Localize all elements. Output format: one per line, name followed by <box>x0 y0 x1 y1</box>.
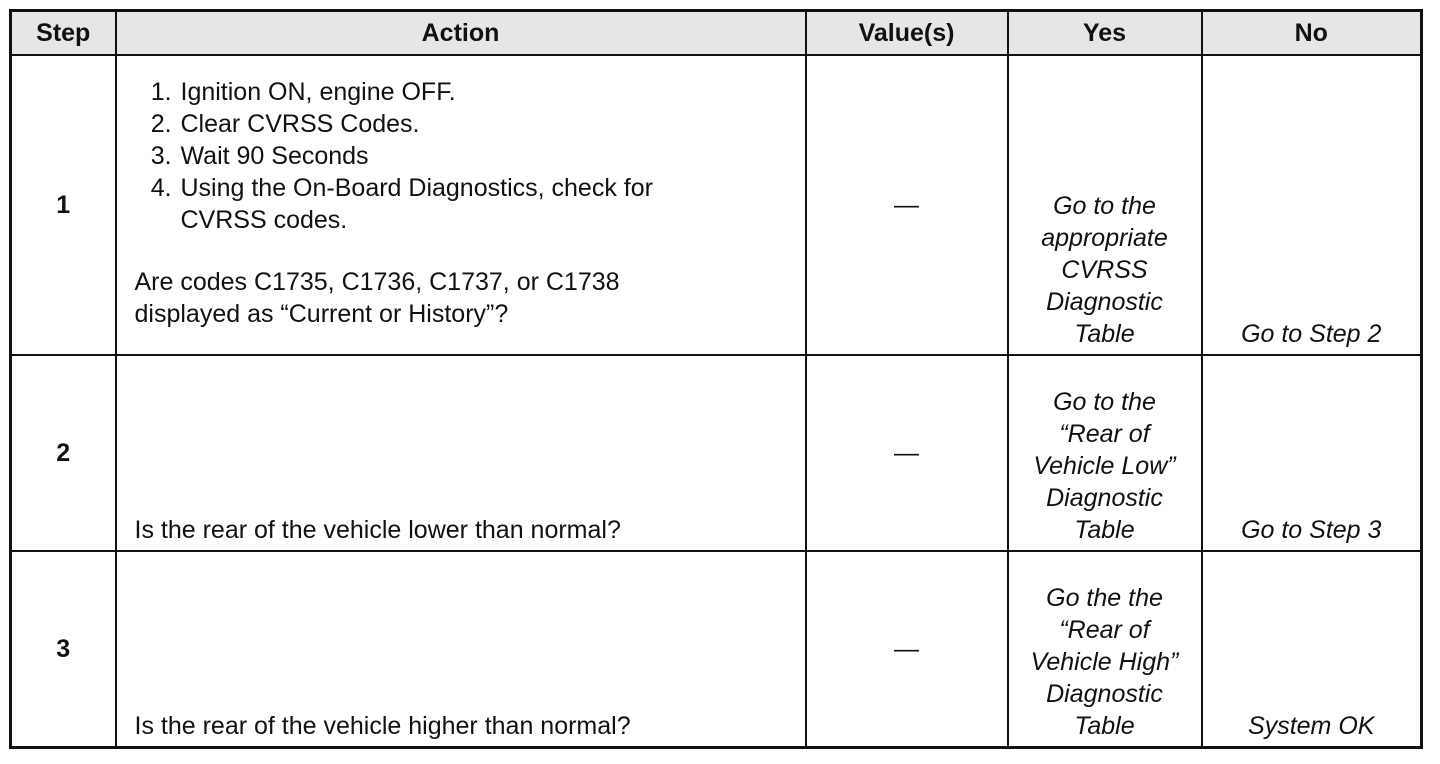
action-question: Is the rear of the vehicle lower than normal? <box>134 516 621 545</box>
yes-line: Diagnostic <box>1046 680 1163 708</box>
header-values: Value(s) <box>806 11 1008 55</box>
value-cell: — <box>806 355 1008 551</box>
header-yes: Yes <box>1008 11 1202 55</box>
header-no: No <box>1202 11 1422 55</box>
yes-line: appropriate <box>1041 223 1168 252</box>
table-row <box>11 355 1422 551</box>
action-step: 2. Clear CVRSS Codes. <box>179 108 795 140</box>
yes-line: Go to the <box>1053 191 1156 220</box>
value-cell: — <box>806 551 1008 747</box>
action-step: 3. Wait 90 Seconds <box>179 140 795 172</box>
yes-cell <box>1008 355 1202 551</box>
action-step: 4. Using the On-Board Diagnostics, check for CVRSS codes. <box>179 172 795 236</box>
yes-cell <box>1008 55 1202 355</box>
action-question: Is the rear of the vehicle higher than normal? <box>134 712 631 740</box>
no-cell: System OK <box>1202 551 1422 747</box>
yes-line: Table <box>1074 516 1135 545</box>
yes-line: “Rear of <box>1059 616 1150 644</box>
action-steps-list <box>135 76 795 236</box>
action-question: Are codes C1735, C1736, C1737, or C1738 displayed as “Current or History”? <box>134 267 620 328</box>
yes-line: Diagnostic <box>1046 484 1163 513</box>
yes-line: Diagnostic <box>1046 287 1163 316</box>
yes-line: Vehicle Low” <box>1033 452 1176 481</box>
action-cell <box>116 355 806 551</box>
header-step: Step <box>11 11 116 55</box>
action-step: 1. Ignition ON, engine OFF. <box>179 76 795 108</box>
value-cell: — <box>806 55 1008 355</box>
action-cell <box>116 55 806 355</box>
header-action: Action <box>116 11 806 55</box>
table-header-row <box>11 11 1422 55</box>
yes-line: Vehicle High” <box>1030 648 1179 676</box>
no-cell: Go to Step 2 <box>1202 55 1422 355</box>
yes-line: Go the the <box>1046 584 1163 612</box>
yes-cell <box>1008 551 1202 747</box>
table-row <box>11 551 1422 747</box>
step-number: 2 <box>11 355 116 551</box>
yes-line: Go to the <box>1053 388 1156 417</box>
no-cell: Go to Step 3 <box>1202 355 1422 551</box>
diagnostic-table <box>9 9 1423 749</box>
action-cell <box>116 551 806 747</box>
table-row <box>11 55 1422 355</box>
yes-line: Table <box>1074 319 1135 348</box>
step-number: 1 <box>11 55 116 355</box>
step-number: 3 <box>11 551 116 747</box>
yes-line: CVRSS <box>1061 255 1148 284</box>
yes-line: Table <box>1074 712 1135 740</box>
yes-line: “Rear of <box>1059 420 1150 449</box>
